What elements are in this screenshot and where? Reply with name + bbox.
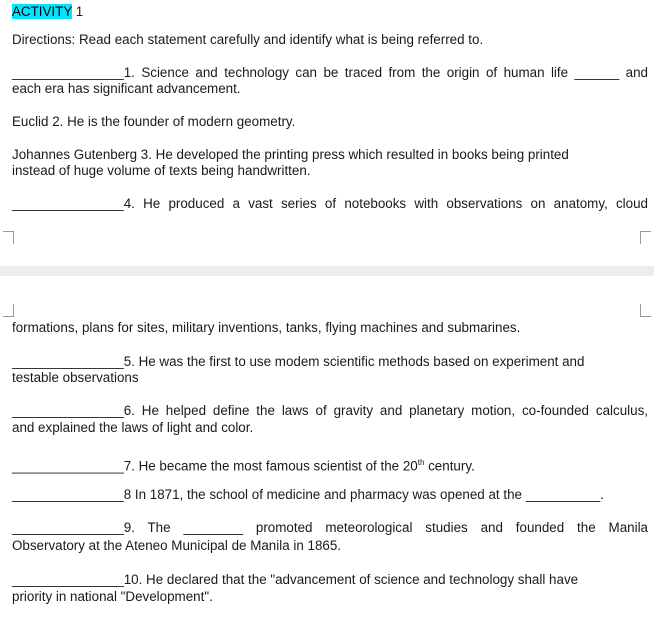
activity-title-highlight: ACTIVITY bbox=[12, 4, 73, 19]
item-6-line-1: _______________6. He helped define the laws of gravity and planetary motion, co-founded calculus, bbox=[12, 403, 648, 418]
item-7-superscript: th bbox=[417, 458, 425, 467]
item-7-text: _______________7. He became the most famous scientist of the 20 bbox=[12, 458, 418, 474]
page-corner-mark bbox=[640, 231, 651, 244]
item-6-line-2: and explained the laws of light and color. bbox=[12, 420, 254, 435]
page-corner-mark bbox=[3, 304, 14, 317]
item-1-line-1: _______________1. Science and technology can be traced from the origin of human life ______ and bbox=[12, 65, 648, 80]
item-5-line-1: _______________5. He was the first to use modem scientific methods based on experiment and bbox=[12, 354, 585, 369]
item-2: Euclid 2. He is the founder of modern geometry. bbox=[12, 114, 296, 129]
activity-number: 1 bbox=[72, 4, 84, 19]
item-9-line-2: Observatory at the Ateneo Municipal de Manila in 1865. bbox=[12, 538, 342, 553]
item-7 bbox=[12, 455, 648, 474]
item-7-end: century. bbox=[424, 458, 475, 474]
page-corner-mark bbox=[640, 304, 651, 317]
directions bbox=[12, 32, 648, 48]
item-10-line-2: priority in national "Development". bbox=[12, 589, 213, 604]
item-3-line-1: Johannes Gutenberg 3. He developed the printing press which resulted in books being printed bbox=[12, 147, 569, 162]
item-5-line-2: testable observations bbox=[12, 370, 139, 385]
directions-text: : Read each statement carefully and identify what is being referred to. bbox=[71, 32, 484, 47]
item-10-line-1: _______________10. He declared that the "advancement of science and technology shall have bbox=[12, 572, 579, 587]
page-corner-mark bbox=[3, 231, 14, 244]
item-8: _______________8 In 1871, the school of medicine and pharmacy was opened at the __________. bbox=[12, 487, 604, 502]
directions-label: Directions bbox=[12, 32, 72, 47]
activity-title bbox=[12, 4, 648, 20]
item-1-line-2: each era has significant advancement. bbox=[12, 81, 241, 96]
item-9-line-1: _______________9. The ________ promoted meteorological studies and founded the Manila bbox=[12, 520, 648, 535]
item-3-line-2: instead of huge volume of texts being handwritten. bbox=[12, 163, 311, 178]
page-gap bbox=[0, 266, 654, 276]
item-4-line-2: formations, plans for sites, military inventions, tanks, flying machines and submarines. bbox=[12, 320, 521, 335]
item-4-line-1: _______________4. He produced a vast series of notebooks with observations on anatomy, cloud bbox=[12, 196, 648, 211]
document-page-1 bbox=[0, 0, 654, 266]
